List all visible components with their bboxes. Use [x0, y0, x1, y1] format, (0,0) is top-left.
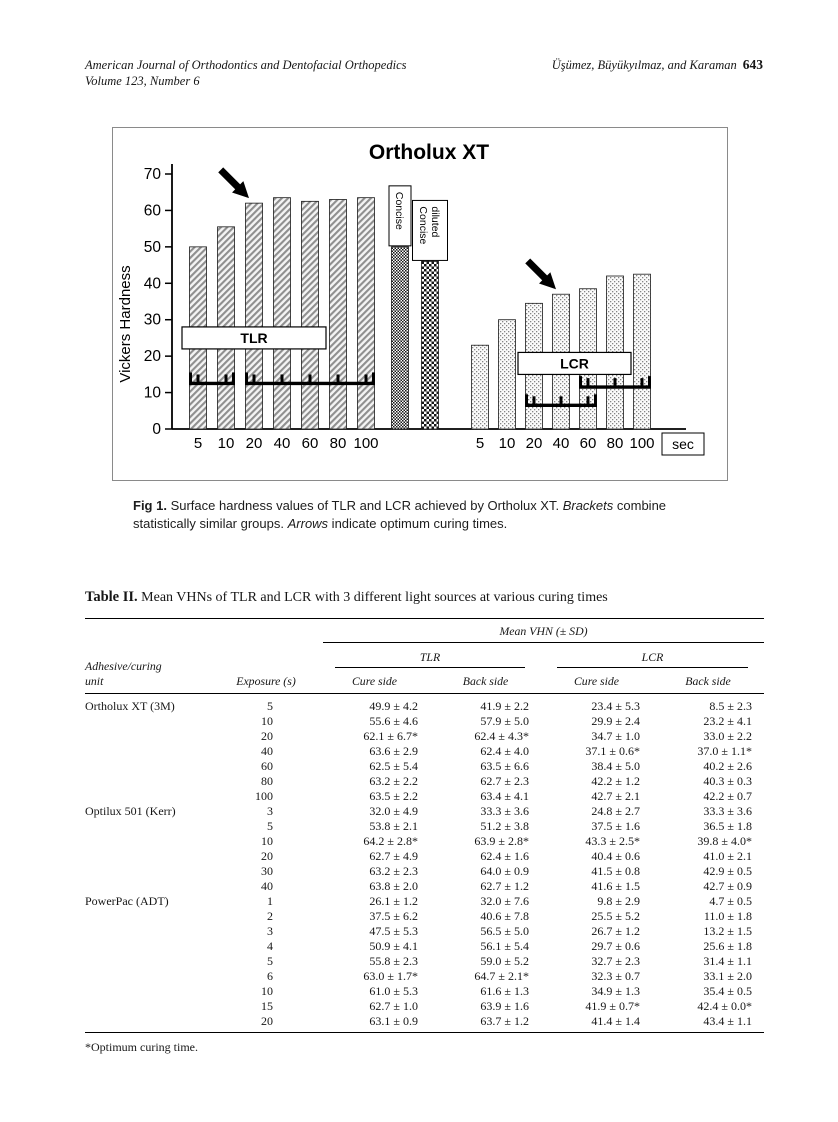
unit-cell — [85, 714, 227, 729]
exposure-cell: 5 — [267, 699, 273, 713]
vhn-value-cell: 32.7 ± 2.3 — [591, 954, 640, 968]
vhn-value-cell: 56.5 ± 5.0 — [480, 924, 529, 938]
bar — [472, 345, 489, 429]
vhn-value-cell: 63.4 ± 4.1 — [480, 789, 529, 803]
caption-run: Fig 1. — [133, 498, 167, 513]
unit-cell — [85, 939, 227, 954]
vhn-value-cell: 50.9 ± 4.1 — [369, 939, 418, 953]
table-head — [85, 619, 764, 694]
vhn-value-cell: 4.7 ± 0.5 — [709, 894, 752, 908]
exposure-cell: 5 — [267, 819, 273, 833]
vhn-value-cell: 42.2 ± 0.7 — [703, 789, 752, 803]
vhn-value-cell: 61.0 ± 5.3 — [369, 984, 418, 998]
vhn-value-cell: 33.1 ± 2.0 — [703, 969, 752, 983]
vhn-value-cell: 41.9 ± 2.2 — [480, 699, 529, 713]
figure-1 — [112, 127, 728, 481]
exposure-cell: 1 — [267, 894, 273, 908]
bar — [499, 320, 516, 429]
x-tick-label: 40 — [552, 435, 570, 452]
unit-cell — [85, 924, 227, 939]
unit-cell — [85, 849, 227, 864]
bar — [302, 201, 319, 429]
journal-title: American Journal of Orthodontics and Dentofacial Orthopedics — [85, 58, 407, 72]
mean-vhn-header-cell — [319, 619, 764, 644]
table-row — [85, 939, 764, 954]
vhn-value-cell: 63.7 ± 1.2 — [430, 1014, 541, 1033]
y-tick-label: 40 — [143, 275, 161, 293]
exposure-cell: 40 — [261, 744, 273, 758]
vhn-value-cell: 62.7 ± 2.3 — [480, 774, 529, 788]
vhn-value-cell: 40.2 ± 2.6 — [703, 759, 752, 773]
exposure-cell: 10 — [261, 714, 273, 728]
vhn-value-cell: 62.4 ± 4.0 — [480, 744, 529, 758]
tlr-header: TLR — [335, 647, 525, 668]
table-row — [85, 909, 764, 924]
bar-label: Concise — [393, 191, 405, 230]
x-tick-label: 5 — [475, 435, 485, 452]
exposure-cell: 4 — [267, 939, 273, 953]
vhn-value-cell: 39.8 ± 4.0* — [697, 834, 752, 848]
vhn-value-cell: 62.5 ± 5.4 — [369, 759, 418, 773]
vhn-value-cell: 42.9 ± 0.5 — [703, 864, 752, 878]
vhn-value-cell: 57.9 ± 5.0 — [480, 714, 529, 728]
unit-cell — [85, 909, 227, 924]
y-axis-title: Vickers Hardness — [117, 265, 134, 383]
exposure-cell: 3 — [267, 804, 273, 818]
vhn-value-cell: 34.9 ± 1.3 — [591, 984, 640, 998]
table-row — [85, 864, 764, 879]
unit-cell — [85, 954, 227, 969]
vhn-value-cell: 26.7 ± 1.2 — [591, 924, 640, 938]
y-tick-label: 50 — [143, 238, 161, 256]
exposure-cell: 100 — [255, 789, 273, 803]
table-row — [85, 894, 764, 909]
vhn-value-cell: 63.8 ± 2.0 — [369, 879, 418, 893]
unit-cell — [85, 984, 227, 999]
vhn-value-cell: 41.9 ± 0.7* — [585, 999, 640, 1013]
table-row — [85, 924, 764, 939]
vhn-value-cell: 41.6 ± 1.5 — [591, 879, 640, 893]
bar — [392, 247, 409, 429]
vhn-value-cell: 43.3 ± 2.5* — [585, 834, 640, 848]
header-row-span — [85, 619, 764, 644]
bar-label: diluted — [429, 206, 441, 238]
vhn-value-cell: 64.0 ± 0.9 — [480, 864, 529, 878]
vhn-value-cell: 62.1 ± 6.7* — [363, 729, 418, 743]
y-tick-label: 30 — [143, 311, 161, 329]
bar — [330, 200, 347, 430]
unit-cell — [85, 864, 227, 879]
table-title — [85, 589, 764, 606]
vhn-value-cell: 8.5 ± 2.3 — [709, 699, 752, 713]
col-header-exposure: Exposure (s) — [227, 619, 319, 694]
table-row — [85, 804, 764, 819]
mean-vhn-header: Mean VHN (± SD) — [323, 619, 764, 643]
vhn-value-cell: 62.4 ± 4.3* — [474, 729, 529, 743]
vhn-value-cell: 63.2 ± 2.2 — [369, 774, 418, 788]
vhn-value-cell: 40.3 ± 0.3 — [703, 774, 752, 788]
vhn-value-cell: 63.9 ± 2.8* — [474, 834, 529, 848]
table-label: Table II. — [85, 589, 138, 605]
vhn-value-cell: 63.5 ± 2.2 — [369, 789, 418, 803]
exposure-cell: 40 — [261, 879, 273, 893]
vhn-value-cell: 55.6 ± 4.6 — [369, 714, 418, 728]
x-tick-label: 20 — [245, 435, 263, 452]
exposure-cell: 80 — [261, 774, 273, 788]
caption-run: Surface hardness values of TLR and LCR achieved by Ortholux XT. — [166, 498, 563, 513]
exposure-cell: 5 — [267, 954, 273, 968]
vhn-value-cell: 62.4 ± 1.6 — [480, 849, 529, 863]
y-tick-label: 10 — [143, 384, 161, 402]
exposure-cell: 60 — [261, 759, 273, 773]
table-row — [85, 694, 764, 715]
exposure-cell: 10 — [261, 834, 273, 848]
unit-cell — [85, 759, 227, 774]
table-row — [85, 729, 764, 744]
lcr-back-side-header: Back side — [652, 668, 764, 694]
bar-label: Concise — [417, 206, 429, 245]
vhn-value-cell: 63.2 ± 2.3 — [369, 864, 418, 878]
vhn-value-cell: 35.4 ± 0.5 — [703, 984, 752, 998]
vhn-value-cell: 41.4 ± 1.4 — [541, 1014, 652, 1033]
exposure-cell: 10 — [261, 984, 273, 998]
vhn-value-cell: 41.5 ± 0.8 — [591, 864, 640, 878]
vhn-value-cell: 41.0 ± 2.1 — [703, 849, 752, 863]
exposure-cell: 3 — [267, 924, 273, 938]
vhn-value-cell: 37.5 ± 6.2 — [369, 909, 418, 923]
tlr-back-side-header: Back side — [430, 668, 541, 694]
y-tick-label: 60 — [143, 202, 161, 220]
table-row — [85, 759, 764, 774]
bar — [634, 274, 651, 429]
vhn-value-cell: 51.2 ± 3.8 — [480, 819, 529, 833]
bar — [274, 198, 291, 429]
table-row — [85, 819, 764, 834]
x-tick-label: 100 — [629, 435, 655, 452]
unit-cell — [85, 789, 227, 804]
x-tick-label: 5 — [193, 435, 203, 452]
table-footnote: *Optimum curing time. — [85, 1040, 198, 1054]
bar — [422, 261, 439, 429]
exposure-cell: 30 — [261, 864, 273, 878]
vhn-value-cell: 37.1 ± 0.6* — [585, 744, 640, 758]
group-box-label: LCR — [560, 355, 589, 372]
table-row — [85, 954, 764, 969]
vhn-value-cell: 42.7 ± 2.1 — [591, 789, 640, 803]
table-row — [85, 774, 764, 789]
vhn-value-cell: 40.6 ± 7.8 — [480, 909, 529, 923]
x-tick-label: 10 — [217, 435, 235, 452]
exposure-cell: 20 — [261, 729, 273, 743]
lcr-cure-side-header: Cure side — [541, 668, 652, 694]
table-row — [85, 879, 764, 894]
running-head — [85, 57, 763, 89]
exposure-cell: 20 — [227, 1014, 319, 1033]
x-tick-label: 100 — [353, 435, 379, 452]
vhn-value-cell: 38.4 ± 5.0 — [591, 759, 640, 773]
vhn-value-cell: 42.7 ± 0.9 — [703, 879, 752, 893]
vhn-value-cell: 62.7 ± 1.2 — [480, 879, 529, 893]
vhn-value-cell: 36.5 ± 1.8 — [703, 819, 752, 833]
caption-run: Brackets — [562, 498, 614, 513]
tlr-cure-side-header: Cure side — [319, 668, 430, 694]
table-title-text: Mean VHNs of TLR and LCR with 3 different light sources at various curing times — [141, 590, 608, 605]
chart-title: Ortholux XT — [368, 141, 490, 164]
vhn-value-cell: 47.5 ± 5.3 — [369, 924, 418, 938]
vhn-value-cell: 63.1 ± 0.9 — [319, 1014, 430, 1033]
unit-cell: Ortholux XT (3M) — [85, 699, 175, 713]
vhn-value-cell: 63.9 ± 1.6 — [480, 999, 529, 1013]
vhn-value-cell: 13.2 ± 1.5 — [703, 924, 752, 938]
group-box-label: TLR — [240, 329, 268, 346]
table-row — [85, 744, 764, 759]
bar — [246, 203, 263, 429]
vhn-value-cell: 40.4 ± 0.6 — [591, 849, 640, 863]
vhn-value-cell: 56.1 ± 5.4 — [480, 939, 529, 953]
table-row — [85, 849, 764, 864]
vhn-value-cell: 24.8 ± 2.7 — [591, 804, 640, 818]
vhn-value-cell: 9.8 ± 2.9 — [597, 894, 640, 908]
vhn-value-cell: 63.0 ± 1.7* — [363, 969, 418, 983]
lcr-header-cell — [541, 643, 764, 668]
x-tick-label: 80 — [606, 435, 624, 452]
vhn-value-cell: 37.5 ± 1.6 — [591, 819, 640, 833]
authors: Üşümez, Büyükyılmaz, and Karaman — [551, 58, 737, 72]
unit-cell: PowerPac (ADT) — [85, 894, 169, 908]
table-row — [85, 984, 764, 999]
bar — [358, 198, 375, 429]
caption-run: indicate optimum curing times. — [328, 515, 508, 531]
vhn-table — [85, 618, 764, 1033]
tlr-header-cell — [319, 643, 541, 668]
table-row — [85, 714, 764, 729]
vhn-value-cell: 33.3 ± 3.6 — [480, 804, 529, 818]
unit-cell — [85, 774, 227, 789]
vhn-value-cell: 25.6 ± 1.8 — [703, 939, 752, 953]
table-row — [85, 1014, 764, 1033]
vhn-value-cell: 63.5 ± 6.6 — [480, 759, 529, 773]
y-tick-label: 0 — [152, 421, 161, 438]
vhn-value-cell: 26.1 ± 1.2 — [369, 894, 418, 908]
arrow-shaft — [221, 170, 239, 188]
vhn-value-cell: 33.0 ± 2.2 — [703, 729, 752, 743]
vhn-value-cell: 64.2 ± 2.8* — [363, 834, 418, 848]
exposure-cell: 2 — [267, 909, 273, 923]
vhn-value-cell: 62.7 ± 4.9 — [369, 849, 418, 863]
vhn-value-cell: 63.6 ± 2.9 — [369, 744, 418, 758]
page-number: 643 — [742, 57, 763, 72]
table-body — [85, 694, 764, 1033]
vhn-value-cell: 37.0 ± 1.1* — [697, 744, 752, 758]
authors-block — [552, 57, 763, 73]
unit-cell — [85, 834, 227, 849]
vhn-value-cell: 33.3 ± 3.6 — [703, 804, 752, 818]
vhn-value-cell: 55.8 ± 2.3 — [369, 954, 418, 968]
vhn-value-cell: 61.6 ± 1.3 — [480, 984, 529, 998]
vhn-value-cell: 11.0 ± 1.8 — [703, 909, 752, 923]
hardness-chart — [114, 129, 724, 477]
unit-cell — [85, 879, 227, 894]
vhn-value-cell: 29.9 ± 2.4 — [591, 714, 640, 728]
vhn-value-cell: 25.5 ± 5.2 — [591, 909, 640, 923]
x-tick-label: 60 — [301, 435, 319, 452]
vhn-value-cell: 64.7 ± 2.1* — [474, 969, 529, 983]
vhn-value-cell: 23.4 ± 5.3 — [591, 699, 640, 713]
vhn-value-cell: 43.4 ± 1.1 — [652, 1014, 764, 1033]
vhn-value-cell: 23.2 ± 4.1 — [703, 714, 752, 728]
table-row — [85, 789, 764, 804]
vhn-value-cell: 49.9 ± 4.2 — [369, 699, 418, 713]
x-tick-label: 20 — [525, 435, 543, 452]
table-row — [85, 834, 764, 849]
unit-cell — [85, 1014, 227, 1033]
vhn-value-cell: 31.4 ± 1.1 — [703, 954, 752, 968]
unit-cell — [85, 729, 227, 744]
vhn-value-cell: 42.4 ± 0.0* — [697, 999, 752, 1013]
unit-cell — [85, 744, 227, 759]
table-2-section — [85, 589, 764, 1055]
vhn-value-cell: 34.7 ± 1.0 — [591, 729, 640, 743]
exposure-cell: 6 — [267, 969, 273, 983]
vhn-value-cell: 32.0 ± 4.9 — [369, 804, 418, 818]
sec-unit-label: sec — [672, 436, 694, 452]
caption-run: combine statistically similar groups. — [133, 498, 667, 531]
journal-volume: Volume 123, Number 6 — [85, 74, 200, 88]
exposure-cell: 20 — [261, 849, 273, 863]
col-header-adhesive: Adhesive/curing unit — [85, 619, 227, 694]
vhn-value-cell: 42.2 ± 1.2 — [591, 774, 640, 788]
unit-cell — [85, 969, 227, 984]
x-tick-label: 80 — [329, 435, 347, 452]
x-tick-label: 60 — [579, 435, 597, 452]
x-tick-label: 10 — [498, 435, 516, 452]
arrow-shaft — [528, 261, 546, 279]
vhn-value-cell: 32.0 ± 7.6 — [480, 894, 529, 908]
vhn-value-cell: 29.7 ± 0.6 — [591, 939, 640, 953]
unit-cell — [85, 999, 227, 1014]
lcr-header: LCR — [557, 647, 748, 668]
unit-cell: Optilux 501 (Kerr) — [85, 804, 176, 818]
y-tick-label: 20 — [143, 348, 161, 366]
vhn-value-cell: 59.0 ± 5.2 — [480, 954, 529, 968]
exposure-cell: 15 — [261, 999, 273, 1013]
y-tick-label: 70 — [143, 166, 161, 183]
caption-run: Arrows — [287, 515, 329, 531]
journal-block — [85, 57, 407, 89]
x-tick-label: 40 — [273, 435, 291, 452]
figure-caption — [133, 497, 727, 532]
unit-cell — [85, 819, 227, 834]
vhn-value-cell: 62.7 ± 1.0 — [369, 999, 418, 1013]
table-row — [85, 969, 764, 984]
table-row — [85, 999, 764, 1014]
vhn-value-cell: 32.3 ± 0.7 — [591, 969, 640, 983]
vhn-value-cell: 53.8 ± 2.1 — [369, 819, 418, 833]
